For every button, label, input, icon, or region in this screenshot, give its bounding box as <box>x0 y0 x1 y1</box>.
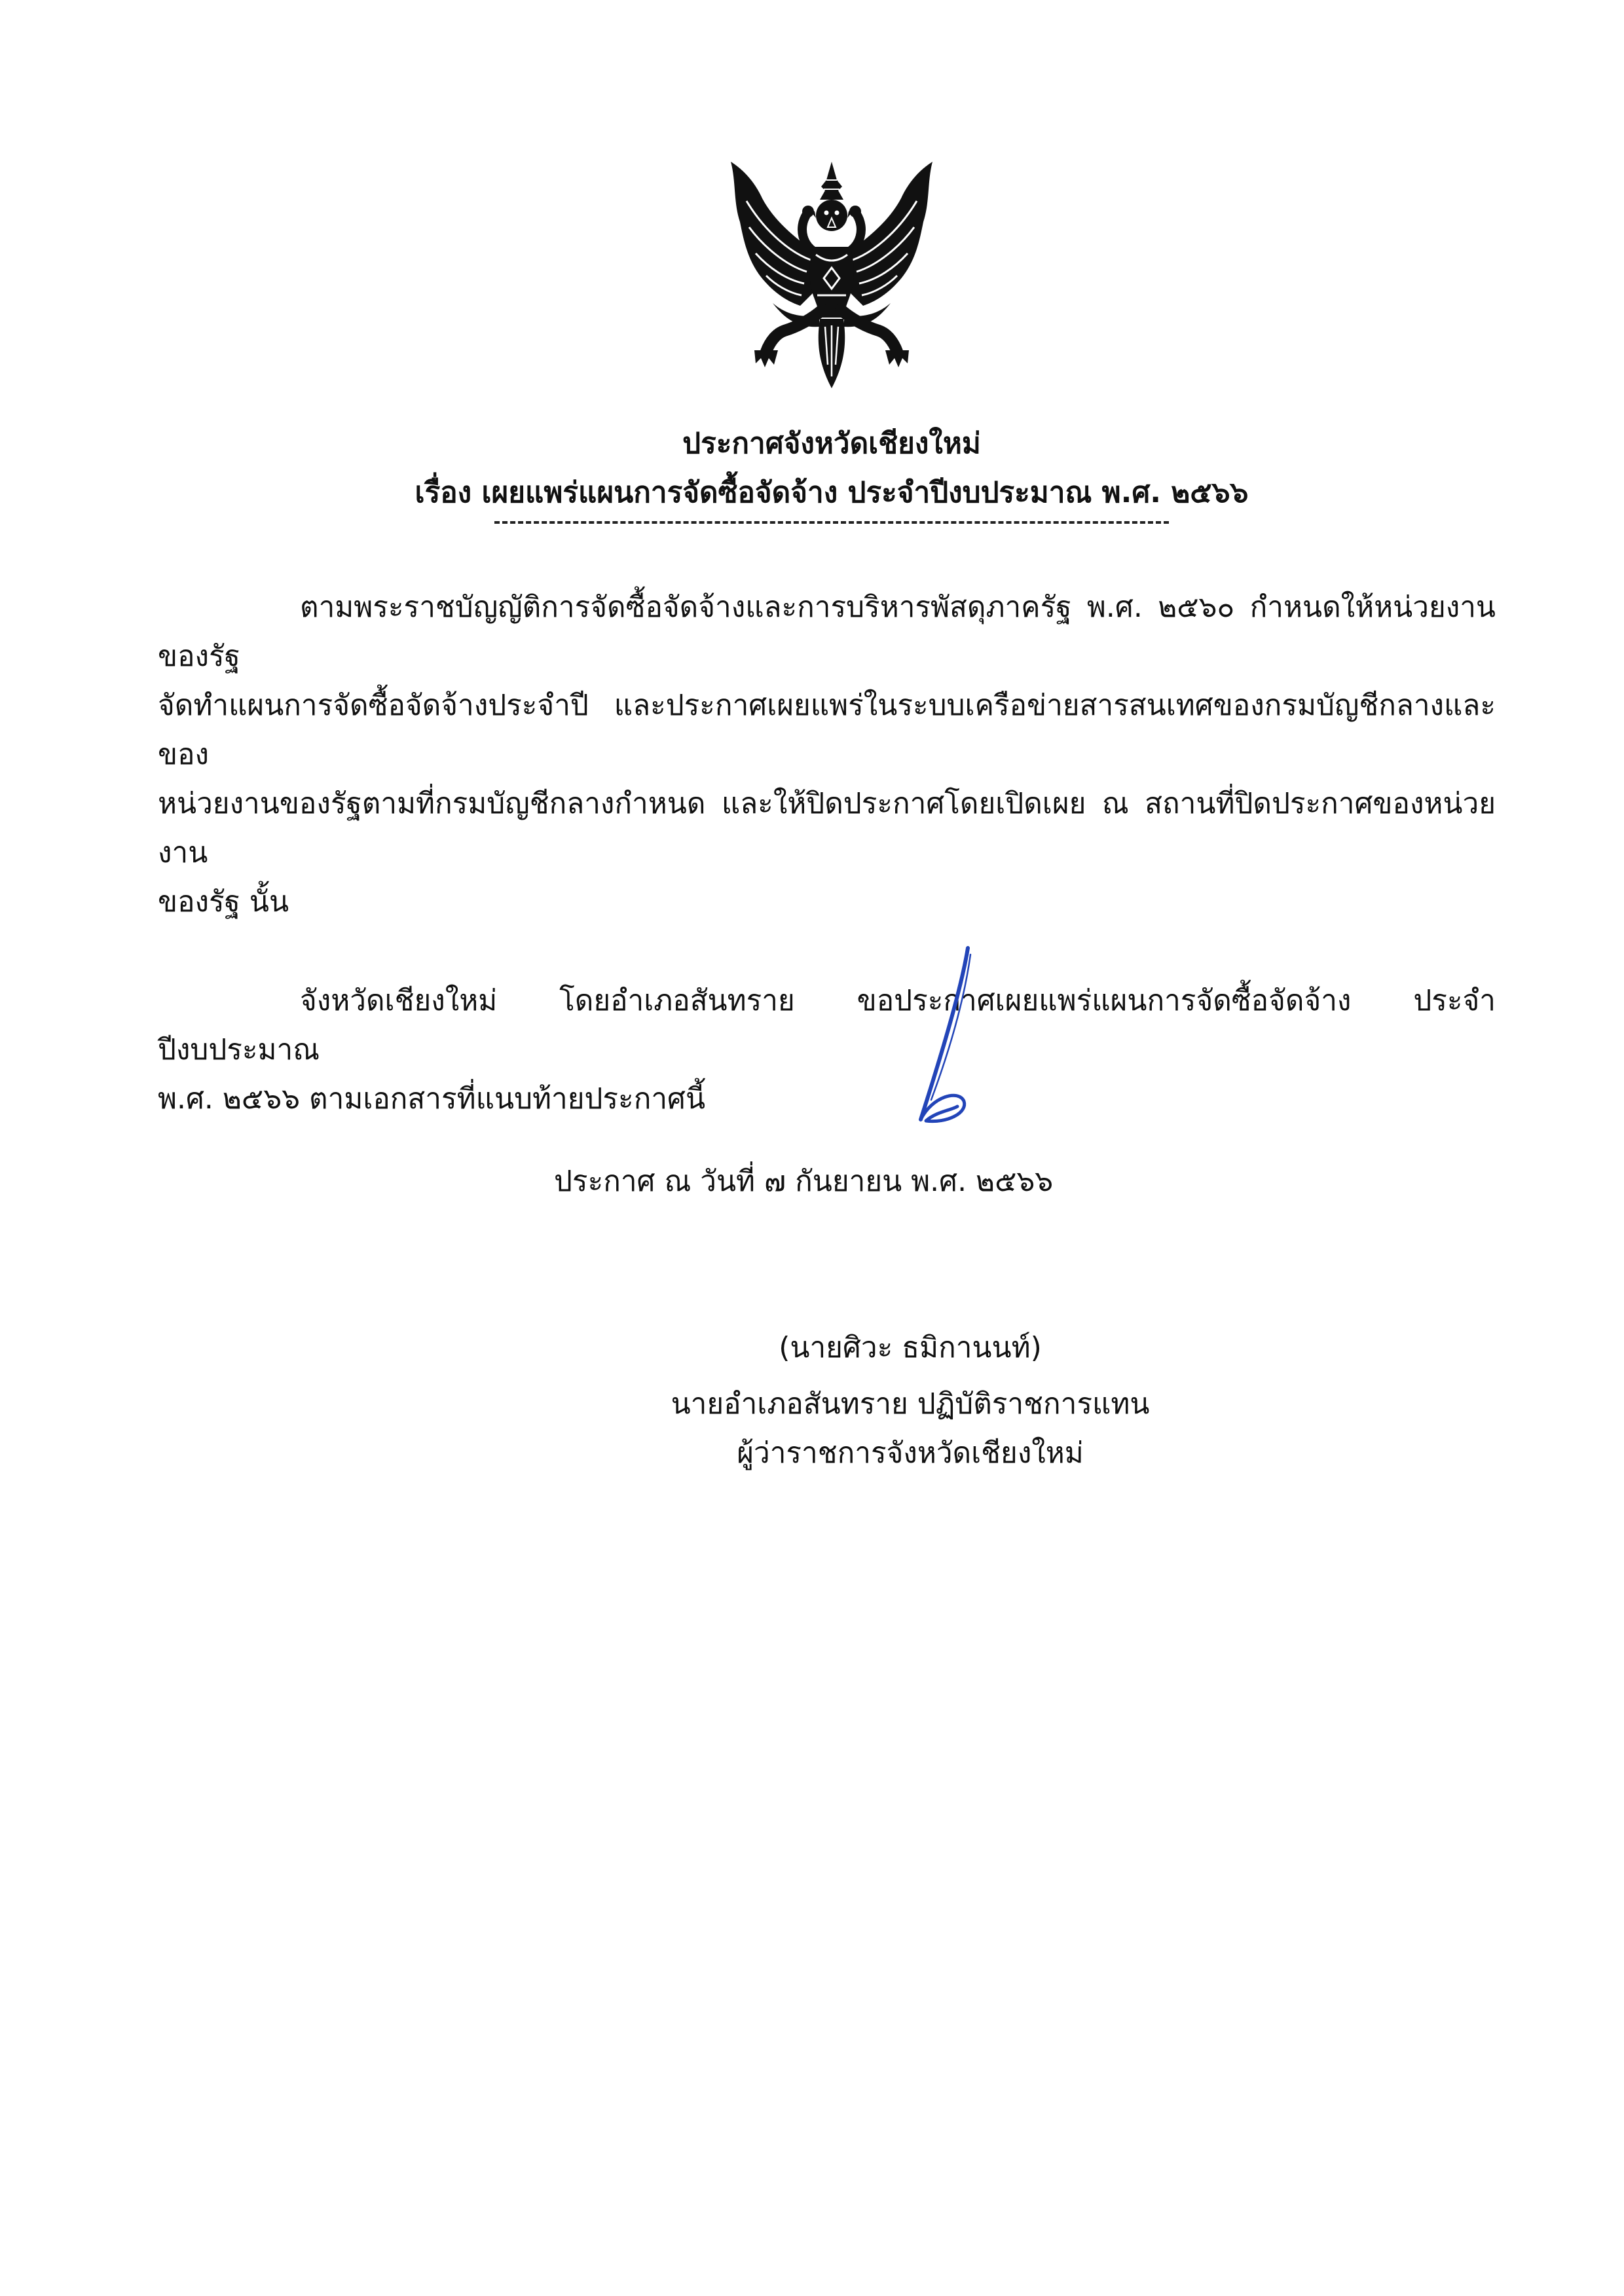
handwritten-signature-icon <box>891 943 982 1139</box>
paragraph-2 <box>158 976 1496 1123</box>
paragraph-line: ของรัฐ นั้น <box>158 885 289 919</box>
signatory-name: (นายศิวะ ธมิกานนท์) <box>779 1331 1042 1364</box>
announcement-date: ประกาศ ณ วันที่ ๗ กันยายน พ.ศ. ๒๕๖๖ <box>554 1165 1054 1198</box>
garuda-emblem-icon <box>720 155 943 391</box>
announcement-subject: เรื่อง เผยแพร่แผนการจัดซื้อจัดจ้าง ประจำปีงบประมาณ พ.ศ. ๒๕๖๖ <box>415 476 1249 509</box>
paragraph-line: หน่วยงานของรัฐตามที่กรมบัญชีกลางกำหนด และให้ปิดประกาศโดยเปิดเผย ณ สถานที่ปิดประกาศของหน่วยงาน <box>158 787 1496 869</box>
signatory-acting-for: ผู้ว่าราชการจังหวัดเชียงใหม่ <box>737 1436 1084 1470</box>
dashed-separator <box>494 521 1169 524</box>
signatory-position: นายอำเภอสันทราย ปฏิบัติราชการแทน <box>671 1387 1150 1421</box>
announcement-title: ประกาศจังหวัดเชียงใหม่ <box>682 427 981 460</box>
paragraph-1 <box>158 583 1496 926</box>
announcement-header <box>308 419 1356 524</box>
paragraph-line: จัดทำแผนการจัดซื้อจัดจ้างประจำปี และประกาศเผยแพร่ในระบบเครือข่ายสารสนเทศของกรมบัญชีกลางและของ <box>158 689 1496 771</box>
paragraph-line: ตามพระราชบัญญัติการจัดซื้อจัดจ้างและการบริหารพัสดุภาครัฐ พ.ศ. ๒๕๖๐ กำหนดให้หน่วยงานของรัฐ <box>158 591 1496 673</box>
paragraph-line: พ.ศ. ๒๕๖๖ ตามเอกสารที่แนบท้ายประกาศนี้ <box>158 1082 706 1116</box>
paragraph-line: จังหวัดเชียงใหม่ โดยอำเภอสันทราย ขอประกาศเผยแพร่แผนการจัดซื้อจัดจ้าง ประจำปีงบประมาณ <box>158 984 1496 1066</box>
signatory-block <box>616 1323 1205 1478</box>
announcement-body <box>158 583 1496 1478</box>
